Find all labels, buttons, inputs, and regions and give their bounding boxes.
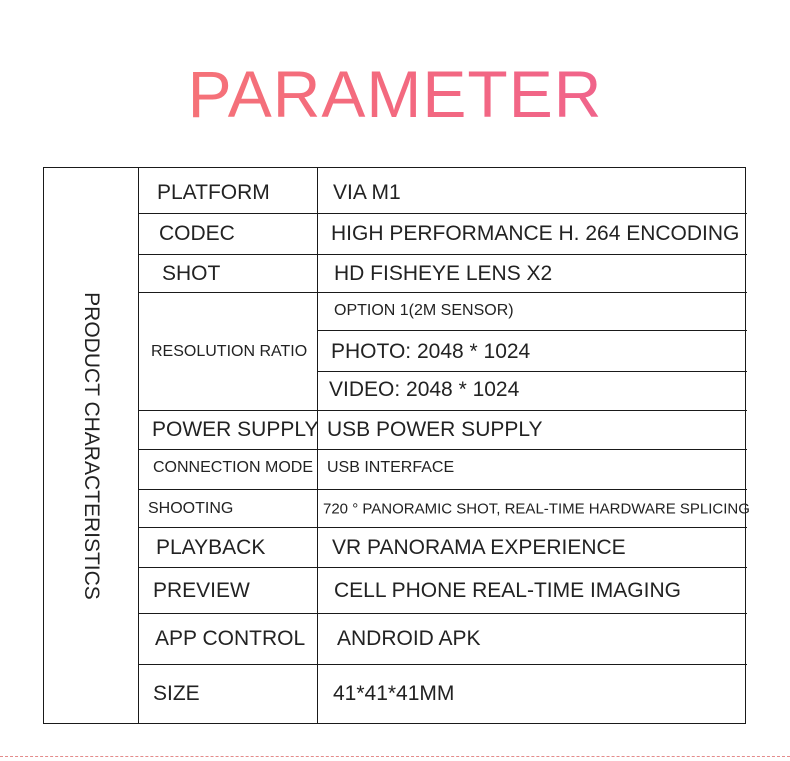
label-shot: SHOT [162,262,221,285]
label-platform: PLATFORM [157,181,270,204]
value-app-control: ANDROID APK [337,627,481,650]
label-preview: PREVIEW [153,579,250,602]
row-divider [139,613,747,614]
bottom-divider [0,756,790,757]
column-divider [317,168,318,724]
label-resolution-ratio: RESOLUTION RATIO [151,343,308,360]
label-shooting: SHOOTING [148,500,234,517]
label-connection-mode: CONNECTION MODE [153,459,313,476]
value-shooting: 720 ° PANORAMIC SHOT, REAL-TIME HARDWARE SPLICING [323,500,750,518]
value-playback: VR PANORAMA EXPERIENCE [332,536,626,559]
row-divider [139,567,747,568]
page-title: PARAMETER [0,56,790,132]
side-label: PRODUCT CHARACTERISTICS [80,291,103,600]
label-app-control: APP CONTROL [155,627,306,650]
parameter-table [43,167,750,724]
value-resolution-video: VIDEO: 2048 * 1024 [329,378,520,401]
value-size: 41*41*41MM [333,682,455,705]
label-size: SIZE [153,682,200,705]
row-divider [139,254,747,255]
value-connection-mode: USB INTERFACE [327,459,455,476]
value-resolution-photo: PHOTO: 2048 * 1024 [331,340,531,363]
label-power-supply: POWER SUPPLY [152,418,319,441]
row-divider [139,664,747,665]
row-divider [317,330,747,331]
value-codec: HIGH PERFORMANCE H. 264 ENCODING [331,222,740,245]
label-codec: CODEC [159,222,235,245]
value-preview: CELL PHONE REAL-TIME IMAGING [334,579,681,602]
row-divider [139,410,747,411]
value-shot: HD FISHEYE LENS X2 [334,262,553,285]
row-divider [317,371,747,372]
side-label-cell [44,168,139,723]
row-divider [139,213,747,214]
label-playback: PLAYBACK [156,536,266,559]
value-resolution-option: OPTION 1(2M SENSOR) [334,302,514,319]
row-divider [139,527,747,528]
row-divider [139,292,747,293]
value-platform: VIA M1 [333,181,401,204]
row-divider [139,449,747,450]
value-power-supply: USB POWER SUPPLY [327,418,543,441]
row-divider [139,489,747,490]
